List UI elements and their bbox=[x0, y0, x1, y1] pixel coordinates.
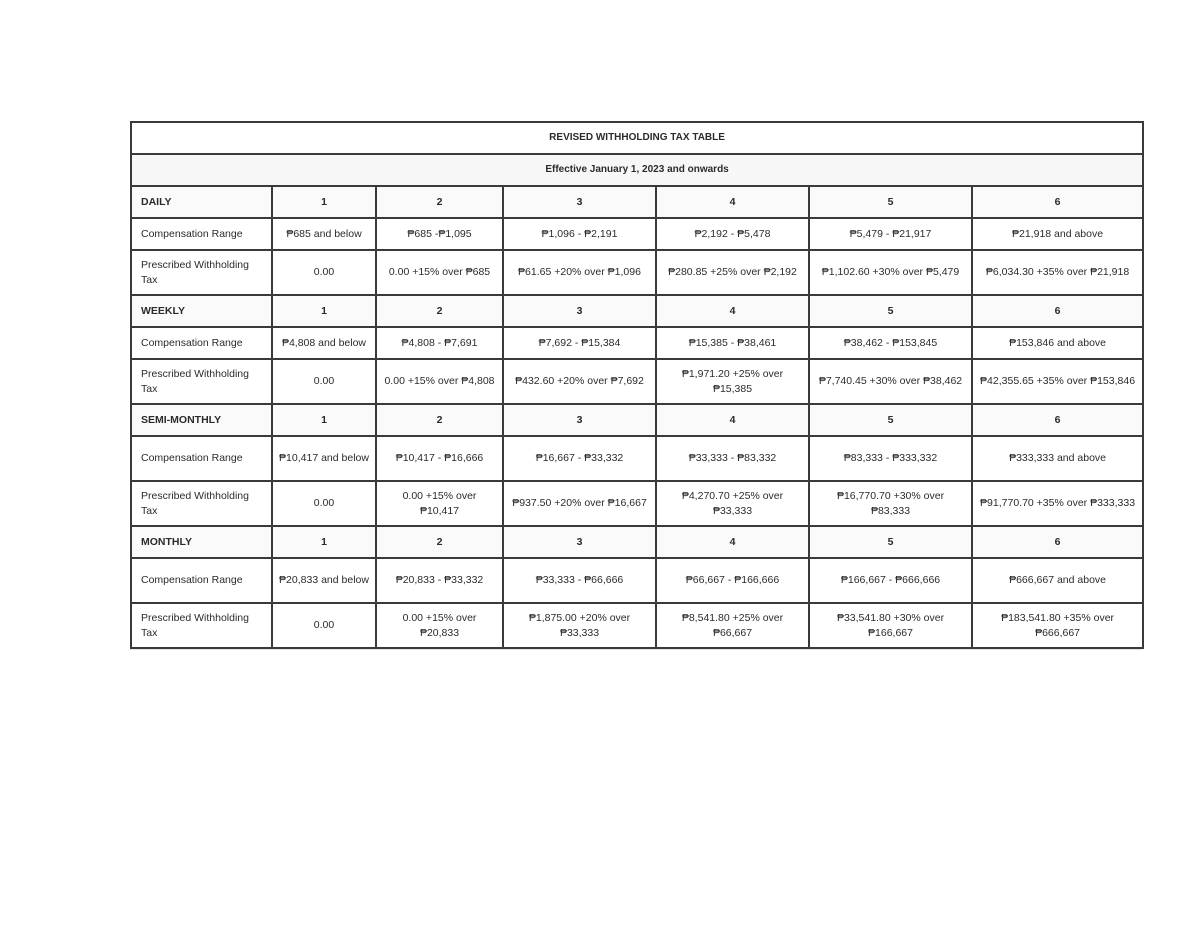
compensation-range-cell: ₱10,417 and below bbox=[272, 436, 376, 481]
bracket-number: 5 bbox=[809, 526, 972, 558]
bracket-number: 2 bbox=[376, 404, 503, 436]
withholding-tax-row-monthly bbox=[131, 603, 1143, 648]
compensation-range-label: Compensation Range bbox=[131, 558, 272, 603]
withholding-tax-cell: ₱16,770.70 +30% over ₱83,333 bbox=[809, 481, 972, 526]
withholding-tax-label: Prescribed Withholding Tax bbox=[131, 250, 272, 295]
compensation-range-row-semi-monthly bbox=[131, 436, 1143, 481]
withholding-tax-cell: ₱33,541.80 +30% over ₱166,667 bbox=[809, 603, 972, 648]
bracket-number: 2 bbox=[376, 186, 503, 218]
page-divider bbox=[130, 649, 1142, 650]
bracket-number: 4 bbox=[656, 186, 809, 218]
compensation-range-cell: ₱333,333 and above bbox=[972, 436, 1143, 481]
compensation-range-row-monthly bbox=[131, 558, 1143, 603]
compensation-range-cell: ₱66,667 - ₱166,666 bbox=[656, 558, 809, 603]
compensation-range-cell: ₱153,846 and above bbox=[972, 327, 1143, 359]
bracket-number: 3 bbox=[503, 186, 656, 218]
bracket-number: 2 bbox=[376, 526, 503, 558]
compensation-range-cell: ₱83,333 - ₱333,332 bbox=[809, 436, 972, 481]
bracket-number: 3 bbox=[503, 295, 656, 327]
withholding-tax-table bbox=[130, 121, 1144, 649]
bracket-number: 1 bbox=[272, 526, 376, 558]
bracket-number: 5 bbox=[809, 295, 972, 327]
compensation-range-row-daily bbox=[131, 218, 1143, 250]
compensation-range-label: Compensation Range bbox=[131, 327, 272, 359]
bracket-number: 1 bbox=[272, 404, 376, 436]
withholding-tax-cell: 0.00 bbox=[272, 359, 376, 404]
withholding-tax-row-daily bbox=[131, 250, 1143, 295]
bracket-number: 5 bbox=[809, 404, 972, 436]
bracket-number: 3 bbox=[503, 404, 656, 436]
compensation-range-cell: ₱5,479 - ₱21,917 bbox=[809, 218, 972, 250]
bracket-number: 1 bbox=[272, 186, 376, 218]
period-header-row-monthly bbox=[131, 526, 1143, 558]
bracket-number: 4 bbox=[656, 295, 809, 327]
bracket-number: 6 bbox=[972, 526, 1143, 558]
withholding-tax-cell: 0.00 +15% over ₱10,417 bbox=[376, 481, 503, 526]
withholding-tax-cell: 0.00 bbox=[272, 250, 376, 295]
compensation-range-cell: ₱4,808 and below bbox=[272, 327, 376, 359]
withholding-tax-cell: ₱1,971.20 +25% over ₱15,385 bbox=[656, 359, 809, 404]
withholding-tax-row-semi-monthly bbox=[131, 481, 1143, 526]
withholding-tax-cell: 0.00 bbox=[272, 603, 376, 648]
bracket-number: 4 bbox=[656, 526, 809, 558]
table-title-row bbox=[131, 122, 1143, 154]
compensation-range-cell: ₱15,385 - ₱38,461 bbox=[656, 327, 809, 359]
compensation-range-cell: ₱38,462 - ₱153,845 bbox=[809, 327, 972, 359]
bracket-number: 1 bbox=[272, 295, 376, 327]
compensation-range-label: Compensation Range bbox=[131, 218, 272, 250]
bracket-number: 6 bbox=[972, 404, 1143, 436]
withholding-tax-cell: ₱42,355.65 +35% over ₱153,846 bbox=[972, 359, 1143, 404]
compensation-range-row-weekly bbox=[131, 327, 1143, 359]
compensation-range-cell: ₱21,918 and above bbox=[972, 218, 1143, 250]
compensation-range-cell: ₱685 -₱1,095 bbox=[376, 218, 503, 250]
withholding-tax-cell: 0.00 +15% over ₱20,833 bbox=[376, 603, 503, 648]
table-subtitle-row bbox=[131, 154, 1143, 186]
period-label: SEMI-MONTHLY bbox=[131, 404, 272, 436]
withholding-tax-cell: ₱1,875.00 +20% over ₱33,333 bbox=[503, 603, 656, 648]
compensation-range-cell: ₱166,667 - ₱666,666 bbox=[809, 558, 972, 603]
withholding-tax-cell: ₱7,740.45 +30% over ₱38,462 bbox=[809, 359, 972, 404]
withholding-tax-cell: ₱4,270.70 +25% over ₱33,333 bbox=[656, 481, 809, 526]
withholding-tax-cell: ₱6,034.30 +35% over ₱21,918 bbox=[972, 250, 1143, 295]
compensation-range-cell: ₱685 and below bbox=[272, 218, 376, 250]
withholding-tax-cell: ₱91,770.70 +35% over ₱333,333 bbox=[972, 481, 1143, 526]
withholding-tax-cell: ₱61.65 +20% over ₱1,096 bbox=[503, 250, 656, 295]
compensation-range-cell: ₱1,096 - ₱2,191 bbox=[503, 218, 656, 250]
withholding-tax-label: Prescribed Withholding Tax bbox=[131, 603, 272, 648]
withholding-tax-label: Prescribed Withholding Tax bbox=[131, 359, 272, 404]
compensation-range-cell: ₱33,333 - ₱66,666 bbox=[503, 558, 656, 603]
bracket-number: 6 bbox=[972, 186, 1143, 218]
bracket-number: 5 bbox=[809, 186, 972, 218]
compensation-range-cell: ₱2,192 - ₱5,478 bbox=[656, 218, 809, 250]
period-header-row-weekly bbox=[131, 295, 1143, 327]
period-header-row-daily bbox=[131, 186, 1143, 218]
bracket-number: 4 bbox=[656, 404, 809, 436]
compensation-range-cell: ₱4,808 - ₱7,691 bbox=[376, 327, 503, 359]
compensation-range-cell: ₱20,833 and below bbox=[272, 558, 376, 603]
compensation-range-cell: ₱666,667 and above bbox=[972, 558, 1143, 603]
compensation-range-cell: ₱16,667 - ₱33,332 bbox=[503, 436, 656, 481]
withholding-tax-cell: ₱1,102.60 +30% over ₱5,479 bbox=[809, 250, 972, 295]
compensation-range-cell: ₱7,692 - ₱15,384 bbox=[503, 327, 656, 359]
period-label: DAILY bbox=[131, 186, 272, 218]
bracket-number: 3 bbox=[503, 526, 656, 558]
withholding-tax-cell: 0.00 +15% over ₱685 bbox=[376, 250, 503, 295]
bracket-number: 6 bbox=[972, 295, 1143, 327]
period-label: MONTHLY bbox=[131, 526, 272, 558]
period-label: WEEKLY bbox=[131, 295, 272, 327]
table-subtitle: Effective January 1, 2023 and onwards bbox=[131, 154, 1143, 186]
withholding-tax-cell: ₱183,541.80 +35% over ₱666,667 bbox=[972, 603, 1143, 648]
withholding-tax-cell: 0.00 bbox=[272, 481, 376, 526]
withholding-tax-cell: 0.00 +15% over ₱4,808 bbox=[376, 359, 503, 404]
withholding-tax-cell: ₱432.60 +20% over ₱7,692 bbox=[503, 359, 656, 404]
compensation-range-cell: ₱10,417 - ₱16,666 bbox=[376, 436, 503, 481]
withholding-tax-row-weekly bbox=[131, 359, 1143, 404]
withholding-tax-label: Prescribed Withholding Tax bbox=[131, 481, 272, 526]
compensation-range-cell: ₱20,833 - ₱33,332 bbox=[376, 558, 503, 603]
withholding-tax-cell: ₱937.50 +20% over ₱16,667 bbox=[503, 481, 656, 526]
withholding-tax-cell: ₱8,541.80 +25% over ₱66,667 bbox=[656, 603, 809, 648]
bracket-number: 2 bbox=[376, 295, 503, 327]
withholding-tax-cell: ₱280.85 +25% over ₱2,192 bbox=[656, 250, 809, 295]
compensation-range-cell: ₱33,333 - ₱83,332 bbox=[656, 436, 809, 481]
table-title: REVISED WITHHOLDING TAX TABLE bbox=[131, 122, 1143, 154]
compensation-range-label: Compensation Range bbox=[131, 436, 272, 481]
period-header-row-semi-monthly bbox=[131, 404, 1143, 436]
